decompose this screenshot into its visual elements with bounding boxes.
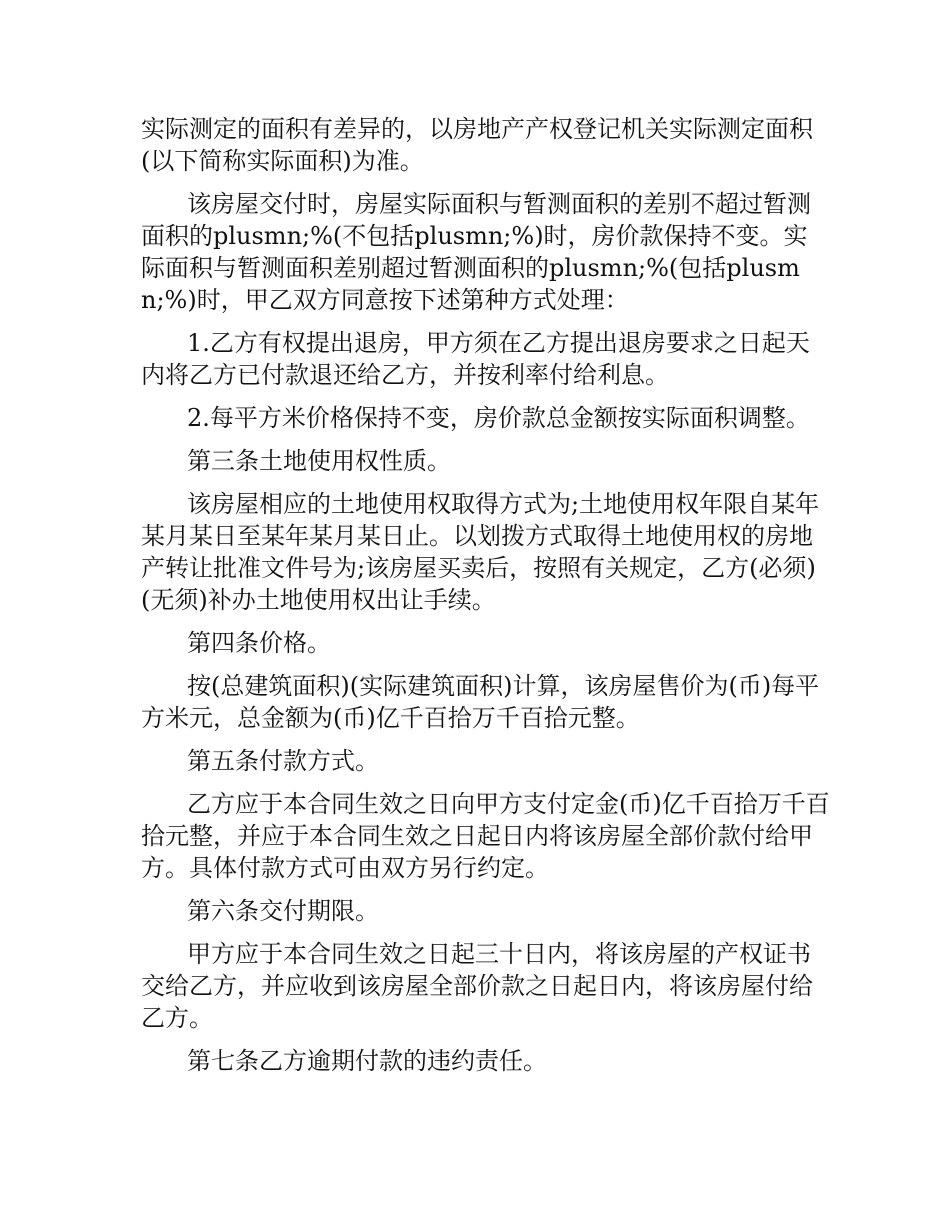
paragraph-land-use-right: 该房屋相应的土地使用权取得方式为;土地使用权年限自某年某月某日至某年某月某日止。以划拨方式取得土地使用权的房地产转让批准文件号为;该房屋买卖后，按照有关规定，乙方(必须)(无须)补办土地使用权出让手续。: [141, 490, 820, 614]
heading-article-6: 第六条交付期限。: [187, 897, 379, 925]
paragraph-option-2: 2.每平方米价格保持不变，房价款总金额按实际面积调整。: [187, 404, 810, 432]
paragraph-continuation: 实际测定的面积有差异的，以房地产产权登记机关实际测定面积(以下简称实际面积)为准。: [141, 115, 813, 175]
heading-article-7: 第七条乙方逾期付款的违约责任。: [187, 1047, 547, 1075]
paragraph-option-1: 1.乙方有权提出退房，甲方须在乙方提出退房要求之日起天内将乙方已付款退还给乙方，并按利率付给利息。: [141, 329, 810, 389]
heading-article-3: 第三条土地使用权性质。: [187, 447, 451, 475]
paragraph-area-difference: 该房屋交付时，房屋实际面积与暂测面积的差别不超过暂测面积的plusmn;%(不包括plusmn;%)时，房价款保持不变。实际面积与暂测面积差别超过暂测面积的plusmn;%(包括plusmn;%)时，甲乙双方同意按下述第种方式处理：: [141, 190, 811, 314]
paragraph-price: 按(总建筑面积)(实际建筑面积)计算，该房屋售价为(币)每平方米元，总金额为(币)亿千百拾万千百拾元整。: [141, 672, 820, 732]
paragraph-payment: 乙方应于本合同生效之日向甲方支付定金(币)亿千百拾万千百拾元整，并应于本合同生效之日起日内将该房屋全部价款付给甲方。具体付款方式可由双方另行约定。: [141, 790, 830, 882]
paragraph-delivery: 甲方应于本合同生效之日起三十日内，将该房屋的产权证书交给乙方，并应收到该房屋全部价款之日起日内，将该房屋付给乙方。: [141, 940, 813, 1032]
document-body: [141, 113, 831, 1088]
heading-article-4: 第四条价格。: [187, 629, 331, 657]
heading-article-5: 第五条付款方式。: [187, 747, 379, 775]
